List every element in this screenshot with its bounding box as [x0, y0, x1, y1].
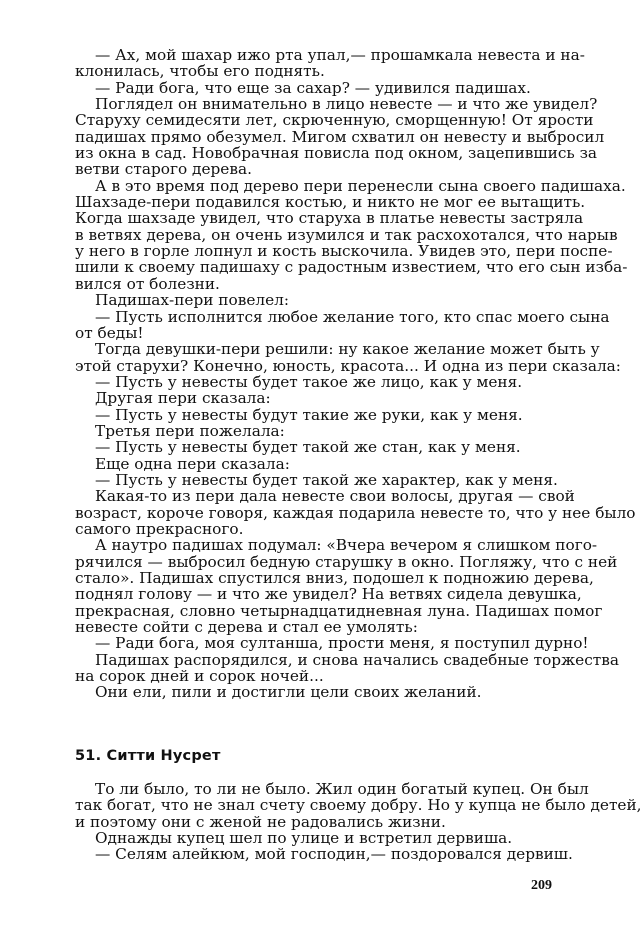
text-line: падишах прямо обезумел. Мигом схватил он невесту и выбросил — [75, 127, 605, 146]
text-line: Какая-то из пери дала невесте свои волосы, другая — свой — [95, 487, 575, 506]
text-line: — Пусть у невесты будет такое же лицо, как у меня. — [95, 372, 523, 391]
text-line: на сорок дней и сорок ночей... — [75, 667, 324, 686]
text-line: поднял голову — и что же увидел? На ветвях сидела девушка, — [75, 585, 582, 604]
text-line: вился от болезни. — [75, 274, 220, 293]
text-line: Поглядел он внимательно в лицо невесте — и что же увидел? — [95, 95, 598, 114]
text-line: То ли было, то ли не было. Жил один богатый купец. Он был — [95, 780, 589, 798]
text-line: — Ради бога, моя султанша, прости меня, я поступил дурно! — [95, 634, 589, 653]
text-line: клонилась, чтобы его поднять. — [75, 62, 325, 81]
text-line: ветви старого дерева. — [75, 160, 252, 179]
text-line: Тогда девушки-пери решили: ну какое желание может быть у — [95, 340, 600, 359]
text-line: прекрасная, словно четырнадцатидневная луна. Падишах помог — [75, 601, 603, 620]
text-line: Другая пери сказала: — [95, 389, 271, 408]
text-line: А наутро падишах подумал: «Вчера вечером я слишком пого- — [95, 536, 598, 555]
page-number: 209 — [531, 878, 552, 893]
text-line: — Ради бога, что еще за сахар? — удивился падишах. — [95, 78, 531, 97]
text-line: Когда шахзаде увидел, что старуха в платье невесты застряла — [75, 209, 584, 228]
text-line: возраст, короче говоря, каждая подарила невесте то, что у нее было — [75, 503, 636, 522]
text-line: этой старухи? Конечно, юность, красота... И одна из пери сказала: — [75, 356, 621, 375]
text-line: Падишах распорядился, и снова начались свадебные торжества — [95, 650, 619, 669]
text-line: у него в горле лопнул и кость выскочила. Увидев это, пери поспе- — [75, 242, 613, 261]
text-line: рячился — выбросил бедную старушку в окно. Погляжу, что с ней — [75, 552, 618, 571]
text-line: из окна в сад. Новобрачная повисла под окном, зацепившись за — [75, 144, 598, 163]
text-line: в ветвях дерева, он очень изумился и так расхохотался, что нарыв — [75, 225, 618, 244]
chapter-text-block — [75, 780, 642, 864]
text-line: А в это время под дерево пери перенесли сына своего падишаха. — [95, 176, 626, 195]
text-line: — Ах, мой шахар ижо рта упал,— прошамкала невеста и на- — [95, 46, 585, 64]
text-line: стало». Падишах спустился вниз, подошел к подножию дерева, — [75, 569, 594, 587]
chapter-heading: 51. Ситти Нусрет — [75, 748, 221, 764]
text-line: — Пусть исполнится любое желание того, кто спас моего сына — [95, 307, 610, 326]
text-line: — Пусть у невесты будет такой же характер, как у меня. — [95, 470, 558, 489]
text-line: Шахзаде-пери подавился костью, и никто не мог ее вытащить. — [75, 193, 586, 212]
text-line: — Пусть у невесты будет такой же стан, как у меня. — [95, 438, 521, 457]
story-text-block — [75, 46, 636, 702]
text-line: и поэтому они с женой не радовались жизни. — [75, 812, 446, 831]
text-line: так богат, что не знал счету своему добру. Но у купца не было детей, — [75, 796, 642, 815]
text-line: самого прекрасного. — [75, 519, 244, 538]
text-line: Еще одна пери сказала: — [95, 454, 290, 473]
text-line: Старуху семидесяти лет, скрюченную, сморщенную! От ярости — [75, 111, 594, 130]
text-line: от беды! — [75, 323, 144, 342]
text-line: шили к своему падишаху с радостным известием, что его сын изба- — [75, 258, 628, 277]
text-line: Третья пери пожелала: — [95, 421, 285, 440]
text-line: Однажды купец шел по улице и встретил дервиша. — [95, 829, 513, 848]
text-line: невесте сойти с дерева и стал ее умолять: — [75, 618, 418, 637]
text-line: — Селям алейкюм, мой господин,— поздоровался дервиш. — [95, 845, 573, 864]
text-line: Они ели, пили и достигли цели своих желаний. — [95, 683, 482, 702]
text-line: — Пусть у невесты будут такие же руки, как у меня. — [95, 405, 523, 424]
text-line: Падишах-пери повелел: — [95, 291, 290, 310]
